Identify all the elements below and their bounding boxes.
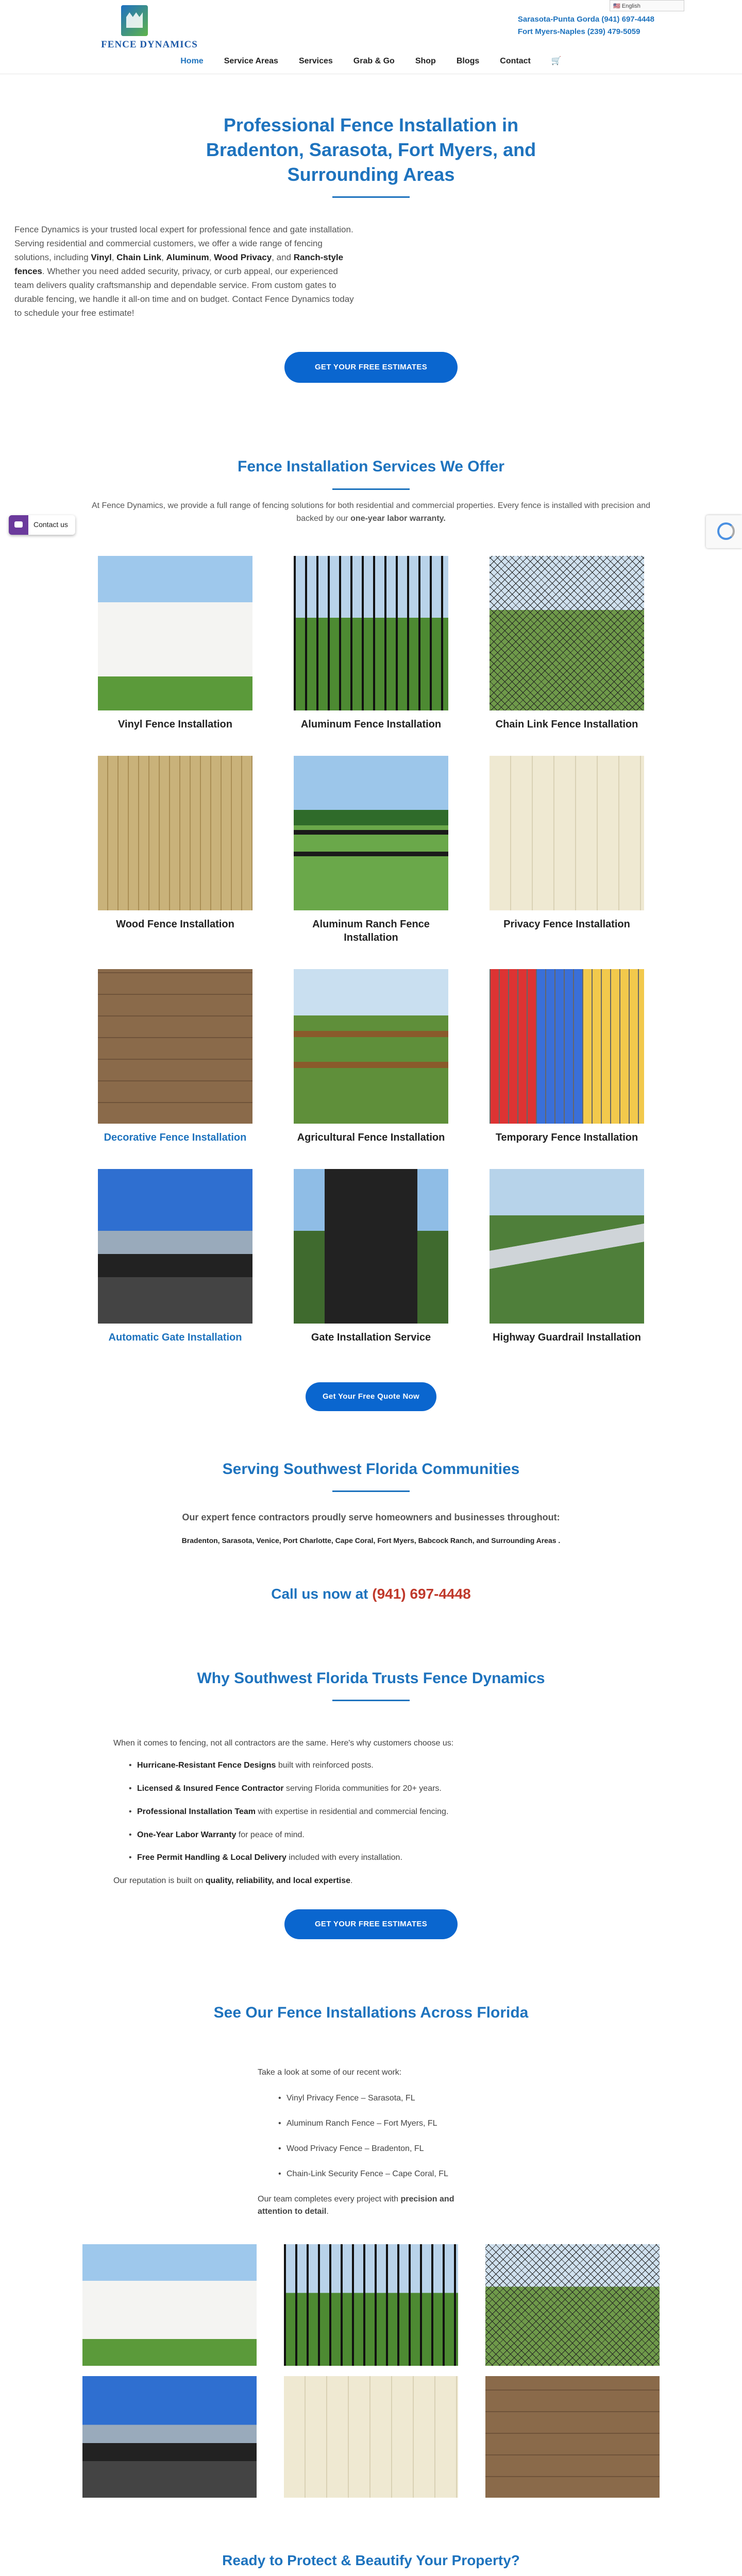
hero-intro: Fence Dynamics is your trusted local expert for professional fence and gate installation. Serving residential and commercial customers, we offer a wide range of fencing solutions, including Vinyl, Chain Link, Aluminum, Wood Privacy, and Ranch-style fences. Whether you need added security, privacy, or curb appeal, our experienced team delivers quality craftsmanship and dependable service. From custom gates to durable fencing, we handle it all-on time and on budget. Contact Fence Dynamics today to schedule your free estimate! — [14, 225, 354, 318]
why-item: • Free Permit Handling & Local Delivery included with every installation. — [129, 1852, 629, 1865]
why-item: • Professional Installation Team with expertise in residential and commercial fencing. — [129, 1806, 629, 1819]
installs-outro: Our team completes every project with precision and attention to detail. — [258, 2194, 454, 2216]
free-quote-button[interactable]: Get Your Free Quote Now — [306, 1382, 436, 1411]
phone-sarasota[interactable]: Sarasota-Punta Gorda (941) 697-4448 — [517, 15, 654, 24]
cart-icon[interactable]: 🛒 — [551, 56, 562, 65]
service-label[interactable]: Decorative Fence Installation — [104, 1131, 247, 1143]
privacy-fence-photo[interactable] — [490, 756, 644, 910]
nav-services[interactable]: Services — [298, 56, 333, 65]
installs-intro: Take a look at some of our recent work: — [258, 2067, 402, 2077]
logo[interactable] — [90, 5, 209, 50]
divider — [332, 1490, 410, 1492]
ready-title: Ready to Protect & Beautify Your Property? — [222, 2552, 520, 2569]
service-card[interactable] — [490, 756, 644, 944]
nav-grab-go[interactable]: Grab & Go — [353, 56, 395, 65]
vinyl-fence-photo[interactable] — [98, 556, 252, 710]
site-header — [0, 0, 742, 48]
service-card[interactable] — [294, 1169, 448, 1344]
service-card[interactable] — [294, 969, 448, 1144]
serve-cities: Bradenton, Sarasota, Venice, Port Charlotte, Cape Coral, Fort Myers, Babcock Ranch, and Surrounding Areas . — [181, 1536, 561, 1545]
hero-title: Professional Fence Installation in Bradenton, Sarasota, Fort Myers, and Surrounding Areas — [206, 114, 536, 185]
automatic-gate-photo[interactable] — [98, 1169, 252, 1324]
free-estimate-button[interactable]: GET YOUR FREE ESTIMATES — [284, 1909, 458, 1939]
installs-section — [258, 2066, 484, 2219]
ranch-fence-photo[interactable] — [294, 756, 448, 910]
service-label[interactable]: Wood Fence Installation — [116, 918, 234, 930]
language-select[interactable]: 🇺🇸 English — [610, 0, 684, 11]
service-label[interactable]: Aluminum Fence Installation — [300, 718, 442, 730]
header-phones — [518, 13, 654, 38]
service-card[interactable] — [294, 756, 448, 944]
why-section — [113, 1737, 629, 1888]
divider — [332, 488, 410, 490]
why-outro: Our reputation is built on quality, reliability, and local expertise. — [113, 1876, 353, 1886]
wood-fence-photo[interactable] — [98, 756, 252, 910]
temporary-fence-photo[interactable] — [490, 969, 644, 1124]
nav-blogs[interactable]: Blogs — [456, 56, 480, 65]
service-card[interactable] — [98, 556, 252, 731]
why-item: • Hurricane-Resistant Fence Designs built with reinforced posts. — [129, 1759, 629, 1772]
install-item: • Vinyl Privacy Fence – Sarasota, FL — [278, 2092, 484, 2105]
why-item: • Licensed & Insured Fence Contractor serving Florida communities for 20+ years. — [129, 1783, 629, 1795]
fence-logo-icon — [121, 5, 148, 36]
services-intro: At Fence Dynamics, we provide a full range of fencing solutions for both residential and commercial properties. Every fence is installed with precision and backed by our one-year labor warranty. — [91, 501, 651, 523]
chain-link-fence-photo[interactable] — [490, 556, 644, 710]
call-number[interactable]: (941) 697-4448 — [372, 1585, 471, 1602]
gallery-chain-link-fence-photo[interactable] — [485, 2244, 660, 2366]
free-estimate-button[interactable]: GET YOUR FREE ESTIMATES — [284, 352, 458, 383]
gate-photo[interactable] — [294, 1169, 448, 1324]
service-card[interactable] — [98, 1169, 252, 1344]
serve-subtitle: Our expert fence contractors proudly serve homeowners and businesses throughout: — [182, 1512, 560, 1522]
service-label[interactable]: Automatic Gate Installation — [108, 1331, 242, 1343]
contact-us-tab[interactable]: Contact us — [9, 515, 75, 535]
agricultural-fence-photo[interactable] — [294, 969, 448, 1124]
nav-home[interactable]: Home — [180, 56, 204, 65]
gallery-privacy-fence-photo[interactable] — [284, 2376, 458, 2498]
divider — [332, 196, 410, 198]
services-title: Fence Installation Services We Offer — [238, 458, 504, 475]
main-nav — [0, 48, 742, 74]
gallery-automatic-gate-photo[interactable] — [82, 2376, 257, 2498]
install-item: • Aluminum Ranch Fence – Fort Myers, FL — [278, 2117, 484, 2130]
service-label[interactable]: Gate Installation Service — [311, 1331, 431, 1343]
call-now: Call us now at (941) 697-4448 — [271, 1585, 471, 1602]
service-card[interactable] — [490, 969, 644, 1144]
install-item: • Chain-Link Security Fence – Cape Coral, FL — [278, 2168, 484, 2181]
gallery-decorative-fence-photo[interactable] — [485, 2376, 660, 2498]
divider — [332, 1700, 410, 1701]
gallery-aluminum-fence-photo[interactable] — [284, 2244, 458, 2366]
service-label[interactable]: Privacy Fence Installation — [503, 918, 630, 930]
service-card[interactable] — [490, 1169, 644, 1344]
installs-title: See Our Fence Installations Across Florida — [213, 2004, 529, 2022]
guardrail-photo[interactable] — [490, 1169, 644, 1324]
service-label[interactable]: Chain Link Fence Installation — [495, 718, 638, 730]
service-label[interactable]: Aluminum Ranch Fence Installation — [312, 918, 430, 943]
service-card[interactable] — [98, 969, 252, 1144]
logo-text: FENCE DYNAMICS — [101, 39, 198, 50]
flag-icon: 🇺🇸 — [613, 3, 622, 9]
why-item: • One-Year Labor Warranty for peace of mind. — [129, 1829, 629, 1842]
why-title: Why Southwest Florida Trusts Fence Dynamics — [197, 1669, 545, 1687]
install-item: • Wood Privacy Fence – Bradenton, FL — [278, 2143, 484, 2156]
installs-gallery — [82, 2244, 660, 2498]
service-label[interactable]: Vinyl Fence Installation — [118, 718, 232, 730]
services-grid — [74, 556, 669, 1344]
serve-title: Serving Southwest Florida Communities — [222, 1460, 520, 1478]
decorative-fence-photo[interactable] — [98, 969, 252, 1124]
service-label[interactable]: Agricultural Fence Installation — [297, 1131, 445, 1143]
service-card[interactable] — [294, 556, 448, 731]
service-card[interactable] — [490, 556, 644, 731]
why-intro: When it comes to fencing, not all contractors are the same. Here's why customers choose us: — [113, 1739, 454, 1748]
nav-shop[interactable]: Shop — [415, 56, 436, 65]
installs-list — [278, 2092, 484, 2180]
service-label[interactable]: Highway Guardrail Installation — [493, 1331, 641, 1343]
aluminum-fence-photo[interactable] — [294, 556, 448, 710]
why-list — [129, 1759, 629, 1865]
phone-fort-myers[interactable]: Fort Myers-Naples (239) 479-5059 — [517, 27, 640, 36]
recaptcha-badge[interactable] — [706, 515, 742, 548]
chat-icon — [9, 515, 28, 535]
gallery-vinyl-fence-photo[interactable] — [82, 2244, 257, 2366]
service-label[interactable]: Temporary Fence Installation — [495, 1131, 638, 1143]
nav-service-areas[interactable]: Service Areas — [224, 56, 278, 65]
nav-contact[interactable]: Contact — [500, 56, 531, 65]
service-card[interactable] — [98, 756, 252, 944]
